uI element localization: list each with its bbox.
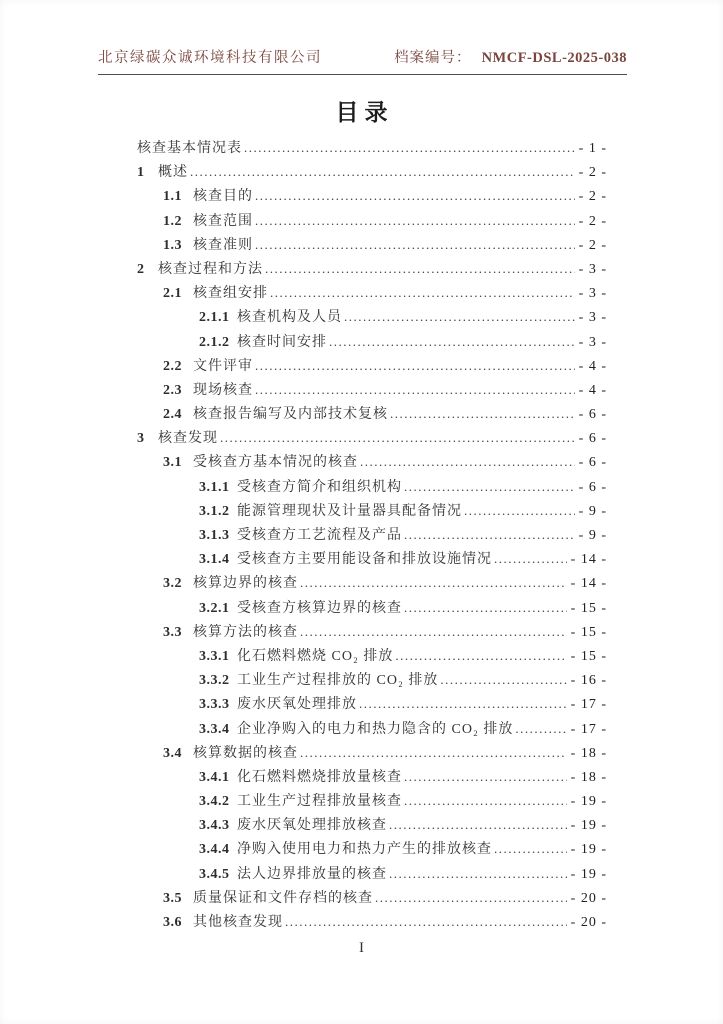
toc-entry	[137, 789, 607, 813]
toc-entry-page: - 3 -	[578, 261, 607, 277]
toc-entry-number: 3.3.1	[199, 648, 230, 664]
toc-entry-title: 法人边界排放量的核查	[237, 866, 387, 882]
toc-leader-dots	[389, 862, 567, 887]
toc-entry-number: 2.1.2	[199, 334, 230, 350]
toc-entry	[137, 330, 607, 354]
toc-leader-dots	[515, 717, 566, 742]
toc-leader-dots	[300, 741, 567, 766]
toc-leader-dots	[395, 644, 566, 669]
toc-entry-number: 1.1	[163, 189, 182, 205]
toc-entry-page: - 19 -	[570, 866, 607, 882]
toc-entry-page: - 6 -	[578, 407, 607, 423]
company-name: 北京绿碳众诚环境科技有限公司	[98, 50, 322, 66]
toc-entry	[137, 765, 607, 789]
toc-entry-title: 企业净购入的电力和热力隐含的 CO₂ 排放	[237, 721, 514, 737]
toc-entry	[137, 378, 607, 402]
toc-leader-dots	[494, 837, 567, 862]
toc-entry-page: - 20 -	[570, 890, 607, 906]
toc-entry-title: 核查基本情况表	[137, 141, 242, 156]
toc-leader-dots	[300, 620, 567, 645]
toc-leader-dots	[464, 499, 575, 524]
toc-entry-number: 3.4	[163, 745, 182, 761]
toc-entry-title: 化石燃料燃烧排放量核查	[237, 769, 402, 785]
toc-entry-title: 受核查方主要用能设备和排放设施情况	[237, 552, 492, 568]
toc-entry-title: 核查发现	[158, 431, 218, 447]
toc-entry-title: 质量保证和文件存档的核查	[193, 890, 373, 906]
toc-entry-page: - 17 -	[570, 697, 607, 713]
toc-leader-dots	[300, 571, 567, 596]
toc-entry-number: 3.3	[163, 624, 182, 640]
toc-entry	[137, 741, 607, 765]
toc-entry	[137, 233, 607, 257]
toc-entry-page: - 6 -	[578, 431, 607, 447]
toc-leader-dots	[285, 910, 567, 935]
toc-entry-title: 其他核查发现	[193, 915, 283, 930]
toc-entry-page: - 17 -	[570, 721, 607, 737]
toc-entry	[137, 596, 607, 620]
toc-entry-number: 2.1.1	[199, 310, 230, 326]
toc-entry-page: - 2 -	[578, 213, 607, 229]
page-footer	[0, 940, 723, 957]
toc-leader-dots	[440, 668, 566, 693]
toc-entry	[137, 571, 607, 595]
toc-entry-title: 核查时间安排	[237, 334, 327, 350]
toc-leader-dots	[404, 789, 567, 814]
toc-entry-page: - 15 -	[570, 624, 607, 640]
toc-entry-title: 核算数据的核查	[193, 745, 298, 761]
toc-entry-page: - 19 -	[570, 794, 607, 810]
toc-entry-page: - 18 -	[570, 745, 607, 761]
toc-entry-title: 核查范围	[193, 213, 253, 229]
toc-leader-dots	[389, 813, 567, 838]
toc-entry	[137, 620, 607, 644]
toc-entry-title: 废水厌氧处理排放核查	[237, 818, 387, 834]
toc-entry-page: - 9 -	[578, 528, 607, 543]
toc-entry-number: 3.6	[163, 915, 182, 930]
toc-entry-page: - 2 -	[578, 237, 607, 253]
toc-entry-number: 1.3	[163, 237, 182, 253]
toc-entry-number: 3.1	[163, 455, 182, 471]
toc-leader-dots	[244, 136, 575, 161]
toc-entry-page: - 20 -	[570, 915, 607, 930]
toc-entry-title: 化石燃料燃烧 CO₂ 排放	[237, 648, 394, 664]
toc-entry-number: 3.5	[163, 890, 182, 906]
toc-entry-title: 工业生产过程排放的 CO₂ 排放	[237, 673, 439, 689]
toc-entry	[137, 910, 607, 934]
toc-entry-number: 3.4.4	[199, 842, 230, 858]
toc-entry-page: - 4 -	[578, 358, 607, 374]
toc-entry-number: 3.4.3	[199, 818, 230, 834]
toc-leader-dots	[270, 281, 575, 306]
toc-entry	[137, 475, 607, 499]
toc-list	[137, 136, 607, 934]
toc-entry-page: - 3 -	[578, 286, 607, 302]
toc-entry-number: 2.1	[163, 286, 182, 302]
toc-leader-dots	[344, 305, 575, 330]
toc-entry-title: 受核查方工艺流程及产品	[237, 528, 402, 543]
file-number-value: NMCF-DSL-2025-038	[481, 50, 627, 66]
toc-leader-dots	[329, 330, 575, 355]
toc-entry	[137, 886, 607, 910]
toc-entry-number: 3.2	[163, 576, 182, 592]
toc-entry	[137, 813, 607, 837]
toc-entry-number: 3.1.1	[199, 479, 230, 495]
toc-entry-number: 2.2	[163, 358, 182, 374]
toc-entry-number: 2	[137, 261, 145, 277]
toc-entry-page: - 1 -	[578, 141, 607, 156]
toc-leader-dots	[265, 257, 575, 282]
toc-entry-title: 核查过程和方法	[158, 261, 263, 277]
toc-entry-title: 概述	[158, 165, 188, 181]
toc-entry	[137, 837, 607, 861]
toc-entry-page: - 3 -	[578, 334, 607, 350]
toc-leader-dots	[255, 378, 575, 403]
toc-entry-page: - 6 -	[578, 479, 607, 495]
toc-entry-title: 净购入使用电力和热力产生的排放核查	[237, 842, 492, 858]
toc-entry-page: - 15 -	[570, 648, 607, 664]
toc-entry	[137, 184, 607, 208]
toc-entry-title: 核查目的	[193, 189, 253, 205]
toc-entry-page: - 14 -	[570, 552, 607, 568]
toc-leader-dots	[255, 233, 575, 258]
toc-entry-number: 2.3	[163, 382, 182, 398]
toc-leader-dots	[404, 596, 567, 621]
toc-entry	[137, 426, 607, 450]
toc-entry-title: 工业生产过程排放量核查	[237, 794, 402, 810]
toc-entry-title: 核查机构及人员	[237, 310, 342, 326]
toc-leader-dots	[255, 354, 575, 379]
toc-entry-number: 3.3.3	[199, 697, 230, 713]
toc-entry-page: - 4 -	[578, 382, 607, 398]
toc-entry-title: 核查组安排	[193, 286, 268, 302]
toc-entry-title: 核算边界的核查	[193, 576, 298, 592]
toc-entry-title: 现场核查	[193, 382, 253, 398]
toc-leader-dots	[255, 209, 575, 234]
toc-entry-title: 受核查方基本情况的核查	[193, 455, 358, 471]
toc-entry-number: 1.2	[163, 213, 182, 229]
toc-entry	[137, 354, 607, 378]
toc-entry	[137, 717, 607, 741]
toc-entry	[137, 668, 607, 692]
toc-entry	[137, 402, 607, 426]
toc-entry-number: 3.3.2	[199, 673, 230, 689]
toc-entry-page: - 2 -	[578, 165, 607, 181]
toc-entry-title: 核查准则	[193, 237, 253, 253]
toc-entry-number: 3.1.3	[199, 528, 230, 543]
toc-entry-number: 3	[137, 431, 145, 447]
footer-page-number: I	[359, 940, 364, 956]
toc-entry-number: 3.4.1	[199, 769, 230, 785]
toc-entry-page: - 2 -	[578, 189, 607, 205]
toc-entry-number: 2.4	[163, 407, 182, 423]
toc-entry-page: - 19 -	[570, 842, 607, 858]
toc-entry-number: 3.2.1	[199, 600, 230, 616]
toc-entry	[137, 499, 607, 523]
toc-entry	[137, 450, 607, 474]
toc-leader-dots	[404, 765, 567, 790]
toc-leader-dots	[494, 547, 567, 572]
toc-entry-title: 文件评审	[193, 358, 253, 374]
toc-entry-title: 核算方法的核查	[193, 624, 298, 640]
toc-entry	[137, 692, 607, 716]
toc-title-container	[0, 94, 723, 127]
document-header	[98, 46, 627, 75]
toc-entry	[137, 862, 607, 886]
toc-entry-number: 3.3.4	[199, 721, 230, 737]
toc-entry	[137, 257, 607, 281]
toc-entry-number: 3.1.2	[199, 503, 230, 519]
toc-entry-number: 3.4.2	[199, 794, 230, 810]
toc-leader-dots	[190, 160, 575, 185]
page-title: 目录	[335, 100, 394, 125]
toc-entry-page: - 15 -	[570, 600, 607, 616]
toc-leader-dots	[404, 523, 575, 548]
toc-entry-page: - 18 -	[570, 769, 607, 785]
toc-entry-title: 受核查方核算边界的核查	[237, 600, 402, 616]
toc-leader-dots	[375, 886, 567, 911]
toc-leader-dots	[360, 450, 575, 475]
file-number-label: 档案编号：	[394, 50, 472, 66]
toc-entry	[137, 523, 607, 547]
toc-entry	[137, 136, 607, 160]
toc-leader-dots	[255, 184, 575, 209]
toc-entry	[137, 209, 607, 233]
toc-entry	[137, 644, 607, 668]
toc-leader-dots	[404, 475, 575, 500]
file-number	[394, 46, 627, 67]
toc-entry	[137, 281, 607, 305]
toc-entry-title: 受核查方简介和组织机构	[237, 479, 402, 495]
toc-entry	[137, 305, 607, 329]
toc-entry-title: 能源管理现状及计量器具配备情况	[237, 503, 462, 519]
toc-entry	[137, 547, 607, 571]
toc-entry-page: - 14 -	[570, 576, 607, 592]
toc-entry-number: 1	[137, 165, 145, 181]
toc-leader-dots	[220, 426, 575, 451]
toc-entry-page: - 19 -	[570, 818, 607, 834]
toc-entry	[137, 160, 607, 184]
toc-entry-title: 废水厌氧处理排放	[237, 697, 357, 713]
toc-entry-number: 3.1.4	[199, 552, 230, 568]
toc-entry-page: - 9 -	[578, 503, 607, 519]
toc-entry-number: 3.4.5	[199, 866, 230, 882]
toc-leader-dots	[390, 402, 575, 427]
toc-entry-page: - 3 -	[578, 310, 607, 326]
toc-entry-page: - 6 -	[578, 455, 607, 471]
toc-entry-title: 核查报告编写及内部技术复核	[193, 407, 388, 423]
toc-entry-page: - 16 -	[570, 673, 607, 689]
toc-leader-dots	[359, 692, 567, 717]
